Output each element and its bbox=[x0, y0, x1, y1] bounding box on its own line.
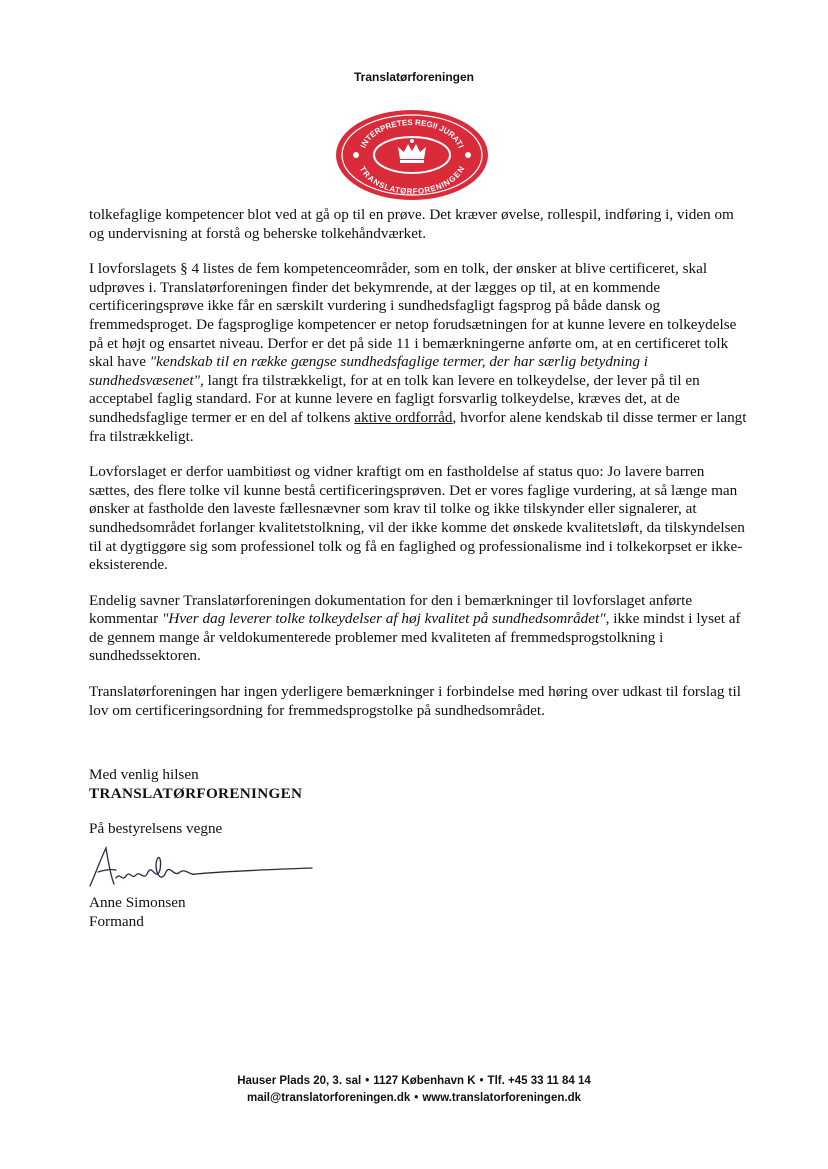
signer-role: Formand bbox=[89, 913, 144, 930]
footer-website: www.translatorforeningen.dk bbox=[422, 1092, 581, 1104]
on-behalf-line: På bestyrelsens vegne bbox=[89, 820, 223, 837]
footer-address: Hauser Plads 20, 3. sal bbox=[237, 1075, 362, 1087]
paragraph-competence-areas: I lovforslagets § 4 listes de fem kompetenceområder, som en tolk, der ønsker at blive certificeret, skal udprøves i. Translatørforeningen finder det bekymrende, at der lægges op til, at en kommende certificeringsprøve ikke får en særskilt vurdering i sundhedsfagligt fagsprog på både dansk og fremmedsproget. De fagsproglige kompetencer er netop forudsætningen for at kunne levere en tolkeydelse på et højt og ensartet niveau. Derfor er det på side 11 i bemærkningerne anførte om, at en certificeret tolk skal have "kendskab til en række gængse sundhedsfaglige termer, der har særlig betydning i sundhedsvæsenet", langt fra tilstrækkeligt, for at en tolk kan levere en tolkeydelse, der lever på til en acceptabel faglig standard. For at kunne levere en fagligt forsvarlig tolkeydelse, kræves det, at de sundhedsfaglige termer er en del af tolkens aktive ordforråd, hvorfor alene kendskab til disse termer er langt fra tilstrækkeligt. bbox=[89, 260, 747, 445]
letter-footer bbox=[0, 1073, 828, 1107]
letterhead-title: Translatørforeningen bbox=[353, 70, 475, 84]
quote-knowledge: "kendskab til en række gængse sundhedsfaglige termer, der har særlig betydning i sundhedsvæsenet" bbox=[89, 353, 648, 389]
paragraph-no-further-remarks: Translatørforeningen har ingen yderligere bemærkninger i forbindelse med høring over udkast til forslag til lov om certificeringsordning for fremmedsprogstolke på sundhedsområdet. bbox=[89, 683, 741, 719]
letter-body bbox=[89, 206, 749, 737]
quote-daily-quality: "Hver dag leverer tolke tolkeydelser af høj kvalitet på sundhedsområdet" bbox=[161, 610, 606, 628]
greeting: Med venlig hilsen bbox=[89, 766, 199, 783]
seal-bottom-text: TRANSLATØRFORENINGEN bbox=[357, 164, 467, 197]
organization-name: TRANSLATØRFORENINGEN bbox=[89, 785, 303, 802]
association-seal bbox=[334, 107, 490, 203]
paragraph-status-quo: Lovforslaget er derfor uambitiøst og vidner kraftigt om en fastholdelse af status quo: Jo lavere barren sættes, des flere tolke vil kunne bestå certificeringsprøven. Det er vores faglige vurdering, at så længe man ønsker at fastholde den laveste fællesnævner som krav til tolke og ikke tilskynder eller signalerer, at sundhedsområdet forlanger kvalitetstolkning, vil der ikke komme det ønskede kvalitetsløft, da tilskyndelsen til at dygtiggøre sig som professionel tolk og få en faglighed og professionalisme ind i tolkekorpset er ikke-eksisterende. bbox=[89, 463, 745, 574]
footer-phone: Tlf. +45 33 11 84 14 bbox=[487, 1075, 591, 1087]
footer-email: mail@translatorforeningen.dk bbox=[246, 1092, 411, 1104]
underlined-active-vocabulary: aktive ordforråd bbox=[354, 408, 453, 426]
footer-contact-line: Hauser Plads 20, 3. sal • 1127 København K • Tlf. +45 33 11 84 14 bbox=[237, 1075, 591, 1087]
paragraph-competence: tolkefaglige kompetencer blot ved at gå op til en prøve. Det kræver øvelse, rollespil, indføring i, viden om og undervisning at forstå og beherske tolkehåndværket. bbox=[89, 206, 734, 242]
closing bbox=[89, 765, 302, 803]
paragraph-documentation: Endelig savner Translatørforeningen dokumentation for den i bemærkninger til lovforslaget anførte kommentar "Hver dag leverer tolke tolkeydelser af høj kvalitet på sundhedsområdet", ikke mindst i lyset af de gennem mange år veldokumenterede problemer med kvaliteten af fremmedsprogstolkning i sundhedssektoren. bbox=[89, 591, 741, 665]
seal-top-text: INTERPRETES REGII JURATI bbox=[358, 117, 466, 150]
signer-name: Anne Simonsen bbox=[89, 894, 186, 911]
footer-postal: 1127 København K bbox=[373, 1075, 476, 1087]
handwritten-signature bbox=[86, 842, 316, 897]
signer-block bbox=[89, 893, 186, 931]
footer-web-line: mail@translatorforeningen.dk • www.translatorforeningen.dk bbox=[246, 1092, 581, 1104]
